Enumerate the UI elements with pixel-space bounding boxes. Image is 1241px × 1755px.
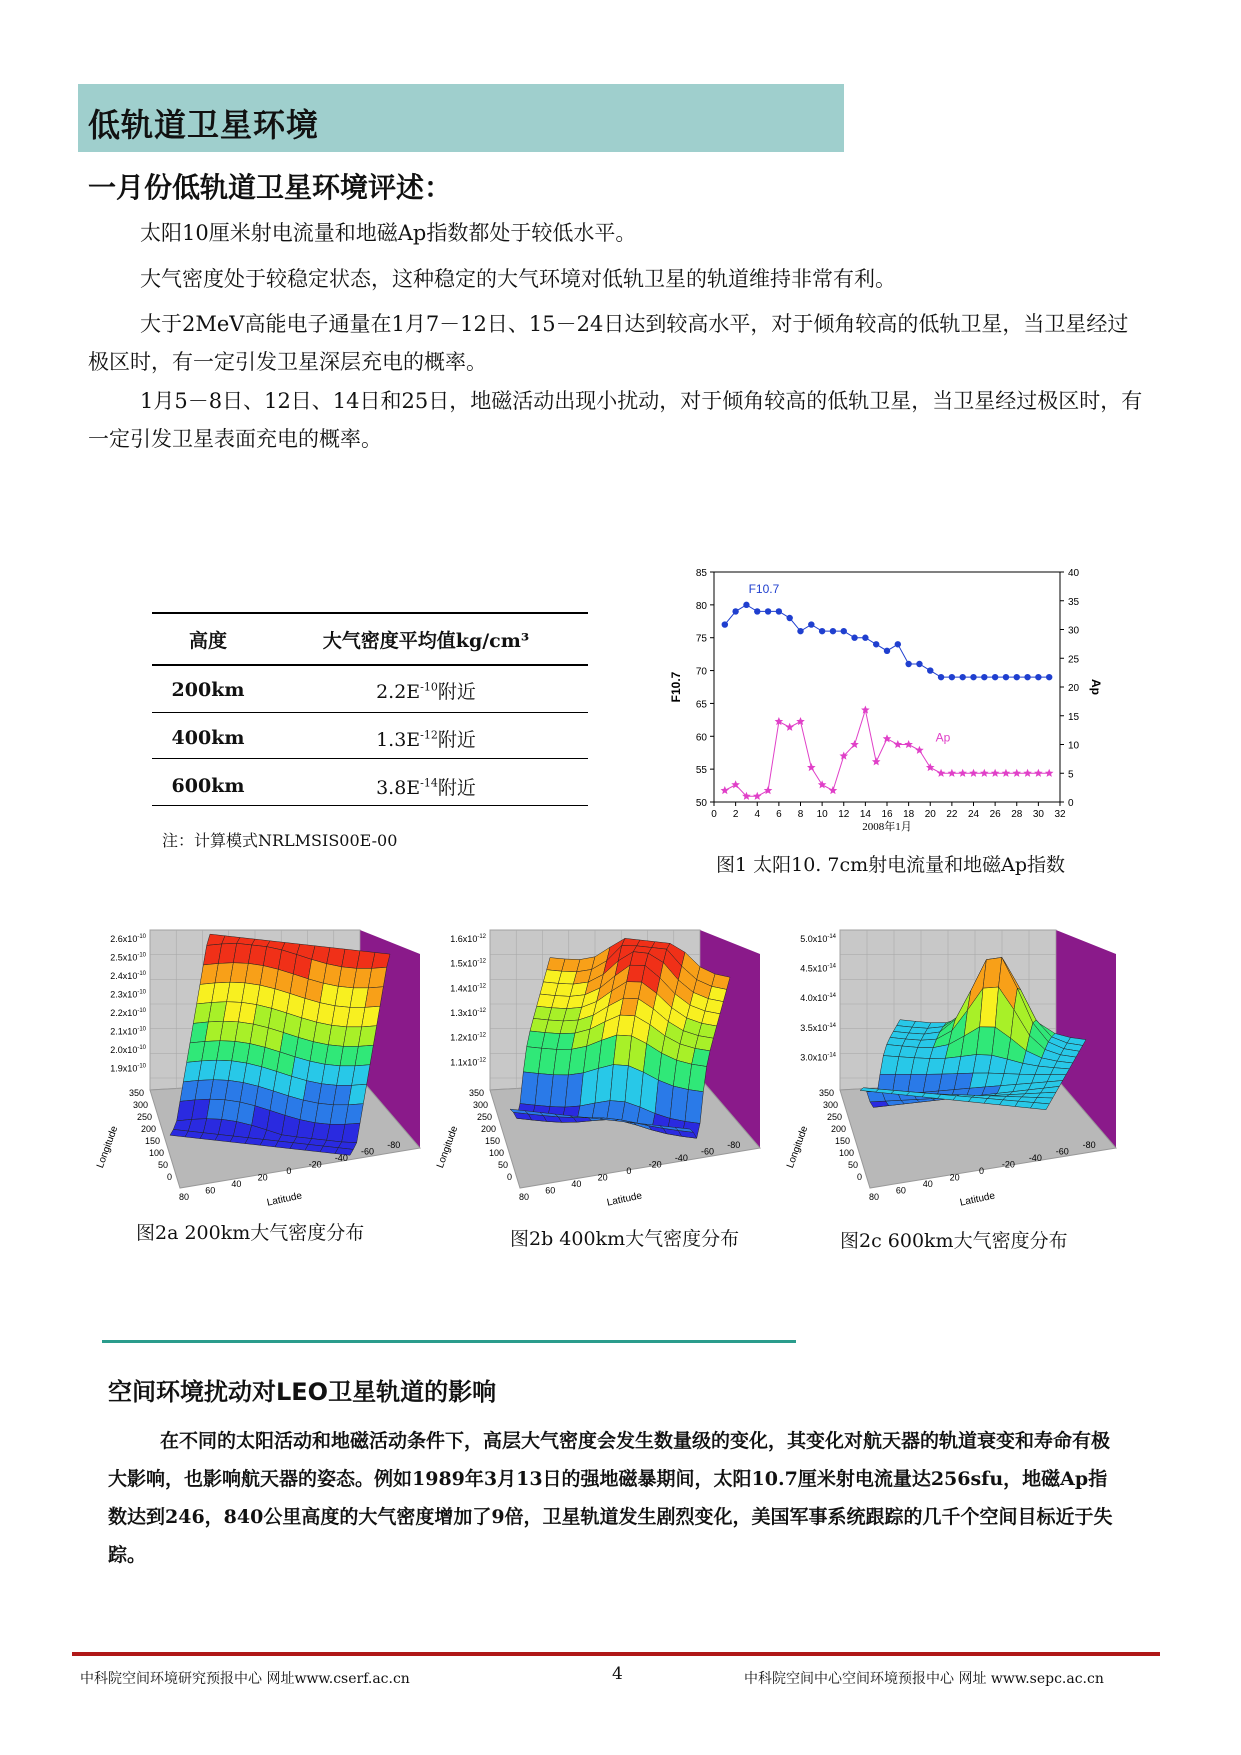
y-right-tick-label: 10: [1068, 740, 1080, 752]
y-right-tick-label: 25: [1068, 654, 1080, 666]
lon-tick-label: 50: [497, 1160, 508, 1170]
x-tick-label: 16: [881, 809, 893, 820]
lat-tick-label: 80: [518, 1192, 530, 1202]
lat-tick-label: 60: [205, 1185, 216, 1196]
data-point: [1002, 769, 1011, 777]
table-cell-density: $2.2E^{-10}$附近: [376, 680, 476, 703]
lon-tick-label: 50: [847, 1160, 858, 1170]
series-line-1: [725, 710, 1049, 796]
lon-axis-label: Longitude: [784, 1124, 811, 1170]
lon-tick-label: 50: [157, 1160, 168, 1170]
data-point: [1012, 769, 1021, 777]
data-point: [1046, 674, 1052, 680]
data-point: [915, 746, 924, 754]
data-point: [796, 717, 805, 725]
z-tick-label: $2.5x10^{-10}$: [110, 952, 146, 963]
footer-left: 中科院空间环境研究预报中心 网址www.cserf.ac.cn: [80, 1671, 410, 1687]
data-point: [958, 769, 967, 777]
lat-tick-label: 60: [895, 1185, 906, 1196]
y-left-tick-label: 85: [695, 568, 707, 579]
data-point: [948, 769, 957, 777]
data-point: [807, 763, 816, 771]
data-point: [873, 641, 879, 647]
data-point: [905, 661, 911, 667]
y-left-tick-label: 50: [695, 798, 707, 809]
lat-tick-label: -60: [1055, 1146, 1069, 1157]
lat-axis-label: Latitude: [605, 1190, 644, 1209]
table-header-altitude: 高度: [188, 629, 227, 652]
lat-tick-label: 0: [286, 1166, 292, 1176]
lat-tick-label: -40: [674, 1153, 688, 1163]
y-right-tick-label: 15: [1068, 711, 1080, 723]
data-point: [937, 769, 946, 777]
data-point: [872, 757, 881, 765]
y-left-tick-label: 55: [695, 765, 707, 777]
z-tick-label: $2.2x10^{-10}$: [110, 1008, 146, 1018]
data-point: [786, 615, 792, 621]
series-line-0: [725, 605, 1049, 677]
data-point: [992, 674, 998, 680]
page-number: 4: [612, 1664, 623, 1684]
density-surface-200km: [90, 918, 440, 1210]
x-tick-label: 4: [754, 809, 761, 820]
table-cell-density: $3.8E^{-14}$附近: [376, 776, 476, 799]
y-right-tick-label: 40: [1068, 568, 1080, 579]
lat-tick-label: -20: [308, 1159, 322, 1170]
x-tick-label: 26: [989, 809, 1001, 820]
surface-patch: [352, 1065, 370, 1086]
data-point: [894, 740, 903, 748]
data-point: [980, 769, 989, 777]
y-right-tick-label: 35: [1068, 596, 1080, 608]
lat-tick-label: -20: [1001, 1159, 1015, 1170]
data-point: [862, 635, 868, 641]
y-right-tick-label: 30: [1068, 625, 1080, 637]
lat-tick-label: 80: [868, 1192, 880, 1202]
density-table: [152, 612, 588, 810]
lat-tick-label: 40: [571, 1179, 582, 1189]
surface-patch: [688, 1064, 706, 1092]
data-point: [776, 608, 782, 614]
lon-tick-label: 0: [856, 1172, 862, 1182]
lat-tick-label: 0: [626, 1166, 632, 1176]
surface-patch: [355, 1045, 373, 1066]
lon-tick-label: 200: [830, 1124, 846, 1134]
legend-ap: Ap: [935, 730, 951, 745]
lat-axis-label: Latitude: [265, 1190, 304, 1209]
lat-tick-label: 40: [922, 1179, 933, 1189]
lon-tick-label: 150: [484, 1136, 500, 1146]
data-point: [1014, 674, 1020, 680]
density-surface-400km: [434, 918, 780, 1210]
surface-patch: [695, 1036, 713, 1051]
density-table-wrap: [152, 612, 588, 810]
lon-tick-label: 100: [838, 1148, 854, 1158]
data-point: [1045, 769, 1054, 777]
data-point: [1034, 769, 1043, 777]
lon-axis-label: Longitude: [434, 1124, 461, 1170]
data-point: [743, 602, 749, 608]
data-point: [785, 723, 794, 731]
data-point: [949, 674, 955, 680]
surface-patch: [368, 967, 386, 988]
lat-tick-label: -40: [1028, 1153, 1042, 1163]
surface-patch: [685, 1090, 703, 1124]
data-point: [829, 786, 838, 794]
z-tick-label: $3.0x10^{-14}$: [800, 1052, 836, 1063]
table-row: [152, 666, 588, 714]
x-tick-label: 12: [838, 809, 850, 820]
table-note: 注：计算模式NRLMSIS00E-00: [162, 831, 398, 850]
lat-tick-label: 20: [597, 1172, 608, 1183]
data-point: [938, 674, 944, 680]
fig2c-caption: 图2c 600km大气密度分布: [840, 1230, 1068, 1252]
y-left-tick-label: 65: [695, 699, 707, 711]
lat-tick-label: 20: [257, 1172, 268, 1183]
surface-patch: [1051, 1068, 1070, 1075]
x-tick-label: 10: [816, 809, 828, 820]
z-tick-label: $1.4x10^{-12}$: [450, 983, 486, 994]
table-row: [152, 762, 588, 810]
x-tick-label: 22: [946, 809, 958, 820]
data-point: [884, 648, 890, 654]
x-tick-label: 14: [859, 809, 871, 820]
fig1-caption: 图1 太阳10. 7cm射电流量和地磁Ap指数: [716, 854, 1066, 876]
y-left-tick-label: 70: [695, 666, 707, 678]
z-tick-label: $1.1x10^{-12}$: [450, 1057, 486, 1068]
lon-tick-label: 250: [136, 1112, 152, 1122]
z-tick-label: $1.5x10^{-12}$: [450, 958, 486, 969]
z-tick-label: $4.0x10^{-14}$: [800, 993, 836, 1004]
y-right-tick-label: 20: [1068, 683, 1080, 694]
data-point: [1035, 674, 1041, 680]
lon-axis-label: Longitude: [94, 1124, 121, 1170]
x-tick-label: 32: [1054, 809, 1066, 820]
x-tick-label: 28: [1011, 809, 1023, 820]
x-tick-label: 30: [1032, 809, 1044, 820]
lon-tick-label: 300: [472, 1100, 488, 1110]
y-right-tick-label: 5: [1068, 769, 1074, 781]
f107-ap-chart: [660, 560, 1103, 840]
section-divider: [102, 1340, 796, 1343]
lon-tick-label: 150: [144, 1136, 160, 1146]
z-tick-label: $4.5x10^{-14}$: [800, 963, 836, 974]
data-point: [991, 769, 1000, 777]
data-point: [764, 786, 773, 794]
paragraph-3: 大于2MeV高能电子通量在1月7－12日、15－24日达到较高水平，对于倾角较高的低轨卫星，当卫星经过极区时，有一定引发卫星深层充电的概率。: [88, 312, 1129, 374]
surface-patch: [692, 1048, 710, 1066]
lat-tick-label: -40: [334, 1153, 348, 1163]
data-point: [1003, 674, 1009, 680]
z-tick-label: $1.9x10^{-10}$: [110, 1063, 146, 1074]
footer-rule: [72, 1652, 1160, 1656]
lon-tick-label: 150: [834, 1136, 850, 1146]
lon-tick-label: 100: [148, 1148, 164, 1158]
table-cell-altitude: 600km: [171, 775, 245, 797]
lat-tick-label: 20: [949, 1172, 960, 1183]
data-point: [981, 674, 987, 680]
data-point: [926, 763, 935, 771]
z-tick-label: $1.6x10^{-12}$: [450, 934, 486, 944]
z-tick-label: $5.0x10^{-14}$: [800, 934, 836, 944]
lon-tick-label: 0: [506, 1172, 512, 1182]
surface-patch: [342, 1123, 360, 1142]
y-right-axis-label: Ap: [1089, 679, 1103, 695]
data-point: [883, 734, 892, 742]
x-tick-label: 24: [967, 809, 980, 820]
y-right-tick-label: 0: [1068, 798, 1074, 809]
data-point: [732, 608, 738, 614]
table-row: [152, 714, 588, 762]
lat-tick-label: 0: [979, 1166, 985, 1176]
data-point: [722, 621, 728, 627]
data-point: [731, 780, 740, 788]
y-left-tick-label: 75: [695, 633, 707, 645]
lon-tick-label: 250: [476, 1112, 492, 1122]
lon-tick-label: 0: [166, 1172, 172, 1182]
lat-tick-label: -80: [387, 1140, 401, 1150]
paragraph-4: 1月5－8日、12日、14日和25日，地磁活动出现小扰动，对于倾角较高的低轨卫星，当卫星经过极区时，有一定引发卫星表面充电的概率。: [88, 389, 1143, 451]
paragraph-1: 太阳10厘米射电流量和地磁Ap指数都处于较低水平。: [140, 221, 637, 245]
lon-tick-label: 200: [480, 1124, 496, 1134]
z-tick-label: $1.3x10^{-12}$: [450, 1008, 486, 1018]
data-point: [904, 740, 913, 748]
fig2a-caption: 图2a 200km大气密度分布: [136, 1222, 365, 1244]
x-tick-label: 6: [776, 809, 782, 820]
x-tick-label: 2: [732, 809, 739, 820]
data-point: [819, 628, 825, 634]
data-point: [830, 628, 836, 634]
plot-frame: [714, 572, 1060, 802]
data-point: [754, 608, 760, 614]
data-point: [1024, 674, 1030, 680]
z-tick-label: $2.3x10^{-10}$: [110, 989, 146, 1000]
data-point: [851, 635, 857, 641]
table-cell-altitude: 400km: [171, 727, 245, 749]
table-header-density: 大气密度平均值kg/cm³: [322, 629, 530, 652]
density-surface-600km: [784, 918, 1136, 1210]
x-axis-label: 2008年1月: [862, 821, 912, 833]
y-left-tick-label: 80: [695, 600, 707, 612]
data-point: [970, 674, 976, 680]
z-tick-label: $2.1x10^{-10}$: [110, 1026, 146, 1037]
z-tick-label: $2.6x10^{-10}$: [110, 934, 146, 944]
lat-axis-label: Latitude: [958, 1190, 997, 1209]
lon-tick-label: 350: [818, 1088, 834, 1098]
lat-tick-label: -60: [701, 1146, 715, 1157]
z-tick-label: $2.4x10^{-10}$: [110, 971, 146, 981]
footer-right: 中科院空间中心空间环境预报中心 网址 www.sepc.ac.cn: [744, 1671, 1104, 1687]
data-point: [969, 769, 978, 777]
fig2b-caption: 图2b 400km大气密度分布: [510, 1228, 740, 1250]
x-tick-label: 20: [924, 809, 936, 820]
data-point: [721, 786, 730, 794]
data-point: [818, 780, 827, 788]
table-cell-altitude: 200km: [171, 679, 245, 701]
z-tick-label: $3.5x10^{-14}$: [800, 1022, 836, 1033]
lat-tick-label: -80: [1082, 1140, 1096, 1150]
z-tick-label: $2.0x10^{-10}$: [110, 1045, 146, 1055]
data-point: [850, 740, 859, 748]
lon-tick-label: 100: [488, 1148, 504, 1158]
data-point: [753, 792, 762, 800]
surface-patch: [362, 1006, 380, 1027]
surface-patch: [358, 1026, 376, 1047]
lat-tick-label: 40: [231, 1179, 242, 1189]
data-point: [808, 621, 814, 627]
lon-tick-label: 350: [468, 1088, 484, 1098]
z-tick-label: $1.2x10^{-12}$: [450, 1032, 486, 1043]
surface-patch: [365, 987, 383, 1008]
data-point: [916, 661, 922, 667]
y-left-tick-label: 60: [695, 732, 707, 744]
surface-patch: [348, 1084, 366, 1105]
data-point: [959, 674, 965, 680]
lon-tick-label: 300: [132, 1100, 148, 1110]
subtitle: 一月份低轨道卫星环境评述：: [88, 171, 453, 204]
x-tick-label: 8: [797, 809, 804, 820]
article-body: 在不同的太阳活动和地磁活动条件下，高层大气密度会发生数量级的变化，其变化对航天器的轨道衰变和寿命有极大影响，也影响航天器的姿态。例如1989年3月13日的强地磁暴期间，太阳10.7厘米射电流量达256sfu，地磁Ap指数达到246，840公里高度的大气密度增加了9倍，卫星轨道发生剧烈变化，美国军事系统跟踪的几千个空间目标近于失踪。: [108, 1430, 1113, 1566]
x-tick-label: 0: [711, 809, 717, 820]
lat-tick-label: 60: [545, 1185, 556, 1196]
lon-tick-label: 200: [140, 1124, 156, 1134]
lon-tick-label: 350: [128, 1088, 144, 1098]
data-point: [927, 667, 933, 673]
x-tick-label: 18: [903, 809, 915, 820]
surface-patch: [1031, 1103, 1050, 1110]
data-point: [841, 628, 847, 634]
lat-tick-label: -20: [648, 1159, 662, 1170]
lat-tick-label: -80: [727, 1140, 741, 1150]
data-point: [895, 641, 901, 647]
surface-patch: [345, 1104, 363, 1125]
lon-tick-label: 300: [822, 1100, 838, 1110]
lat-tick-label: 80: [178, 1192, 190, 1202]
y-left-axis-label: F10.7: [669, 671, 683, 703]
paragraph-2: 大气密度处于较稳定状态，这种稳定的大气环境对低轨卫星的轨道维持非常有利。: [140, 267, 896, 291]
data-point: [797, 628, 803, 634]
table-cell-density: $1.3E^{-12}$附近: [376, 728, 476, 751]
data-point: [765, 608, 771, 614]
article-title: 空间环境扰动对LEO卫星轨道的影响: [108, 1378, 497, 1406]
legend-f107: F10.7: [748, 582, 780, 597]
lat-tick-label: -60: [361, 1146, 375, 1157]
lon-tick-label: 250: [826, 1112, 842, 1122]
section-title: 低轨道卫星环境: [88, 106, 320, 144]
data-point: [1023, 769, 1032, 777]
